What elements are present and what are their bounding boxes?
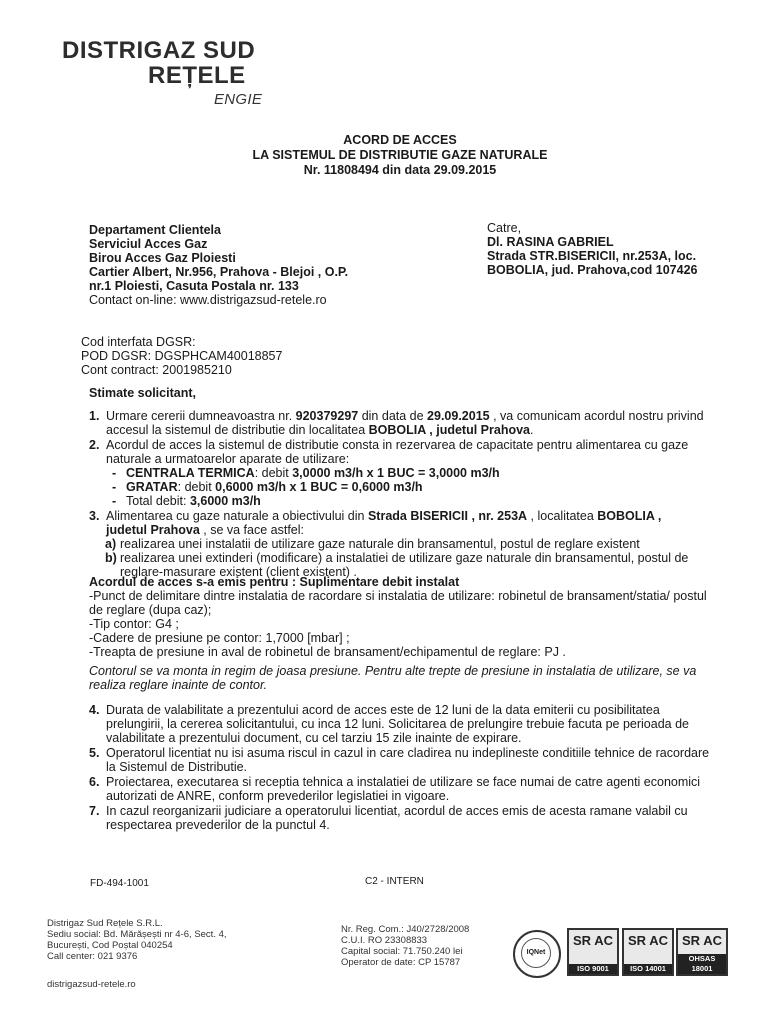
company-line: Distrigaz Sud Rețele S.R.L. [47, 918, 163, 929]
cert-label: ISO 9001 [569, 964, 617, 974]
item-text: Urmare cererii dumneavoastra nr. [106, 409, 296, 423]
access-detail-line: -Punct de delimitare dintre instalatia de racordare si instalatia de utilizare: robinetul de bransament/statia/ postul de reglare (dupa caz); [89, 589, 707, 617]
item-text: Alimentarea cu gaze naturale a obiectivului din [106, 509, 368, 523]
cert-mark: SR AC [573, 933, 613, 948]
classification-label: C2 - INTERN [365, 876, 424, 887]
request-number: 920379297 [295, 409, 359, 423]
appliance-line [106, 480, 718, 494]
item-number: 4. [89, 703, 100, 717]
code-line: Cont contract: 2001985210 [81, 363, 232, 377]
dash: - [112, 494, 117, 508]
list-item [89, 746, 718, 774]
cert-mark: SR AC [628, 933, 668, 948]
meter-note: Contorul se va monta in regim de joasa presiune. Pentru alte trepte de presiune in instalatia de utilizare, se va realiza reglare inainte de contor. [89, 664, 697, 692]
codes-block [81, 335, 381, 377]
item-number: 2. [89, 438, 100, 452]
item-text: . [530, 423, 534, 437]
logo-line-1: DISTRIGAZ SUD [62, 37, 256, 64]
recipient-line: Dl. RASINA GABRIEL [487, 235, 614, 249]
sender-line: Serviciul Acces Gaz [89, 237, 208, 251]
locality: BOBOLIA , judetul Prahova [368, 423, 530, 437]
list-item [89, 775, 718, 803]
list-item [89, 438, 718, 508]
ohsas-18001-badge-icon [676, 928, 728, 976]
item-number: 7. [89, 804, 100, 818]
list-item [89, 804, 718, 832]
company-line: Sediu social: Bd. Mărășești nr 4-6, Sect. 4, [47, 928, 227, 940]
item-number: 5. [89, 746, 100, 760]
item-text: Total debit: [126, 494, 190, 508]
company-line: București, Cod Poștal 040254 [47, 939, 173, 951]
dash: - [112, 480, 117, 494]
code-line: Cod interfata DGSR: [81, 335, 196, 349]
sub-option-a [106, 537, 718, 551]
iso-14001-badge-icon [622, 928, 674, 976]
sender-line: Departament Clientela [89, 223, 221, 237]
item-text: Operatorul licentiat nu isi asuma riscul in cazul in care cladirea nu indeplineste conditiile tehnice de racordare la Sistemul de Distributie. [106, 746, 710, 774]
access-details-heading: Acordul de acces s-a emis pentru : Suplimentare debit instalat [89, 575, 460, 589]
total-flow: 3,6000 m3/h [189, 494, 261, 508]
item-text: din data de [358, 409, 428, 423]
document-title [190, 133, 610, 178]
sender-line: Birou Acces Gaz Ploiesti [89, 251, 236, 265]
item-number: 6. [89, 775, 100, 789]
title-line-3: Nr. 11808494 din data 29.09.2015 [303, 163, 497, 177]
list-item [89, 509, 718, 579]
numbered-list-2 [89, 703, 718, 833]
cert-label: ISO 14001 [624, 964, 672, 974]
item-number: 3. [89, 509, 100, 523]
title-line-1: ACORD DE ACCES [343, 133, 457, 147]
sender-line: Cartier Albert, Nr.956, Prahova - Blejoi , O.P. [89, 265, 349, 279]
appliance-line [106, 466, 718, 480]
item-text: : debit [254, 466, 293, 480]
form-code: FD-494-1001 [90, 878, 149, 889]
item-text: , localitatea [527, 509, 598, 523]
iso-9001-badge-icon [567, 928, 619, 976]
list-item [89, 409, 718, 437]
recipient-line: Catre, [487, 221, 522, 235]
appliance-name: CENTRALA TERMICA [126, 466, 255, 480]
sender-contact: Contact on-line: www.distrigazsud-retele.ro [89, 293, 327, 307]
company-logo [62, 38, 262, 109]
list-item [89, 703, 718, 745]
company-info [47, 919, 227, 963]
option-text: realizarea unei instalatii de utilizare gaze naturale din bransamentul, postul de reglare existent [120, 537, 640, 551]
greeting: Stimate solicitant, [89, 386, 196, 400]
locality: BOBOLIA , [597, 509, 662, 523]
recipient-line: Strada STR.BISERICII, nr.253A, loc. [487, 249, 697, 263]
access-detail-line: -Tip contor: G4 ; [89, 617, 179, 631]
title-line-2: LA SISTEMUL DE DISTRIBUTIE GAZE NATURALE [252, 148, 548, 162]
item-text: Durata de valabilitate a prezentului acord de acces este de 12 luni de la data emiterii cu posibilitatea prelungirii, la cererea solicitantului, cu inca 12 luni. Solicitarea de prelungire trebuie facuta pe perioada de valabilitate a prezentului document, cu cel tarziu 15 zile inainte de expirare. [106, 703, 689, 745]
appliance-name: GRATAR [126, 480, 178, 494]
total-flow-line [106, 494, 718, 508]
registration-info [341, 925, 469, 969]
address: Strada BISERICII , nr. 253A [367, 509, 528, 523]
cert-label: OHSAS 18001 [678, 954, 726, 974]
recipient-block [487, 221, 747, 277]
iqnet-badge-icon [513, 930, 561, 978]
option-label: b) [105, 551, 117, 565]
sender-line: nr.1 Ploiesti, Casuta Postala nr. 133 [89, 279, 299, 293]
access-detail-line: -Cadere de presiune pe contor: 1,7000 [mbar] ; [89, 631, 350, 645]
numbered-list-1 [89, 409, 718, 580]
item-text: : debit [177, 480, 216, 494]
company-website: distrigazsud-retele.ro [47, 979, 136, 990]
logo-brand: ENGIE [214, 90, 263, 108]
option-text: realizarea unei extinderi (modificare) a instalatiei de utilizare gaze naturale din bransamentul, postul de reglare-masurare existent (client existent) . [120, 551, 689, 579]
option-label: a) [105, 537, 117, 551]
item-number: 1. [89, 409, 100, 423]
iqnet-label: IQNet [521, 938, 551, 968]
appliance-flow: 3,0000 m3/h x 1 BUC = 3,0000 m3/h [292, 466, 500, 480]
item-text: Acordul de acces la sistemul de distributie consta in rezervarea de capacitate pentru alimentarea cu gaze naturale a urmatoarelor aparate de utilizare: [106, 438, 689, 466]
registration-line: Nr. Reg. Com.: J40/2728/2008 [341, 924, 470, 935]
sender-block [89, 223, 409, 307]
registration-line: C.U.I. RO 23308833 [341, 934, 428, 946]
item-text: , va comunicam acordul nostru privind accesul la sistemul de distributie din localitatea [106, 409, 704, 437]
logo-line-2: REȚELE [148, 61, 246, 89]
dash: - [112, 466, 117, 480]
access-details [89, 575, 719, 659]
county: judetul Prahova [106, 523, 200, 537]
request-date: 29.09.2015 [427, 409, 490, 423]
item-text: Proiectarea, executarea si receptia tehnica a instalatiei de utilizare se face numai de catre agenti economici autorizati de ANRE, conform prevederilor legislatiei in vigoare. [106, 775, 701, 803]
item-text: In cazul reorganizarii judiciare a operatorului licentiat, acordul de acces emis de acesta ramane valabil cu respectarea prevederilor de la punctul 4. [106, 804, 688, 832]
appliance-flow: 0,6000 m3/h x 1 BUC = 0,6000 m3/h [215, 480, 423, 494]
registration-line: Capital social: 71.750.240 lei [341, 945, 463, 957]
item-text: , se va face astfel: [199, 523, 304, 537]
code-line: POD DGSR: DGSPHCAM40018857 [81, 349, 283, 363]
cert-mark: SR AC [682, 933, 722, 948]
company-line: Call center: 021 9376 [47, 950, 138, 962]
recipient-line: BOBOLIA, jud. Prahova,cod 107426 [487, 263, 698, 277]
access-detail-line: -Treapta de presiune in aval de robinetul de bransament/echipamentul de reglare: PJ . [89, 645, 566, 659]
registration-line: Operator de date: CP 15787 [341, 956, 461, 968]
